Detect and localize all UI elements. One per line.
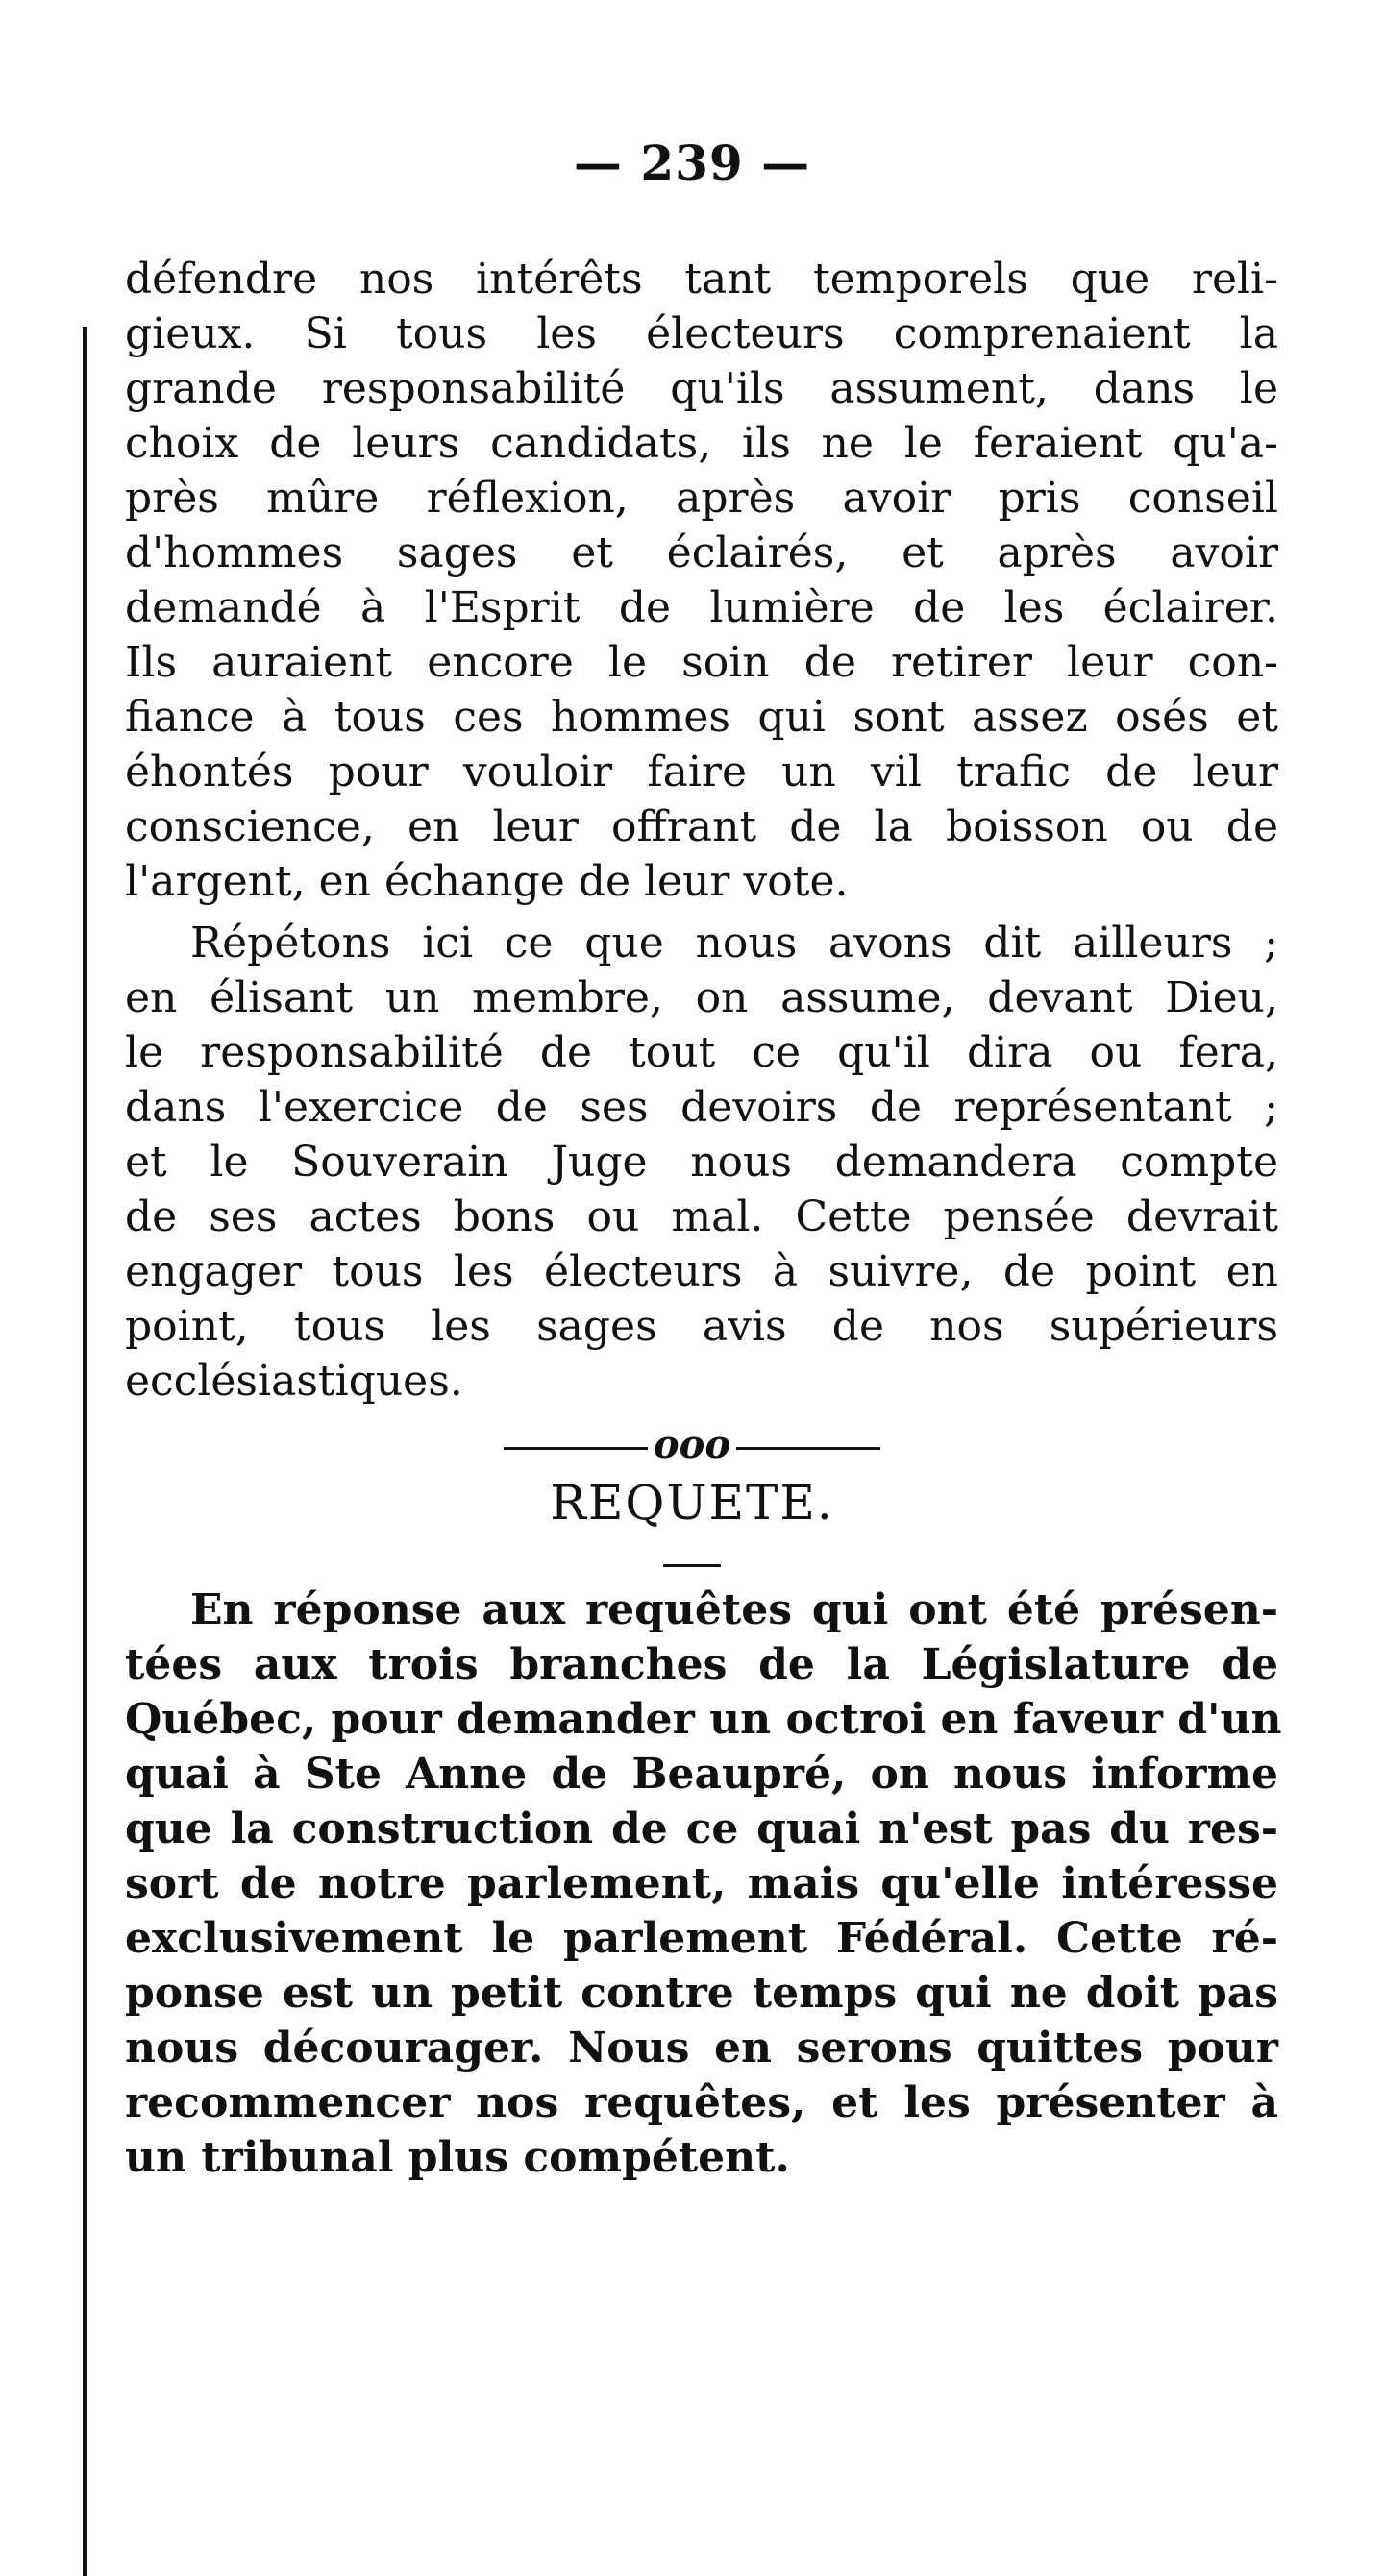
text-line: de ses actes bons ou mal. Cette pensée devrait <box>125 1192 1278 1241</box>
text-line: point, tous les sages avis de nos supérieurs <box>125 1302 1278 1351</box>
text-line: Ils auraient encore le soin de retirer leur con- <box>125 638 1278 687</box>
page-number: — 239 — <box>573 135 811 191</box>
text-line: grande responsabilité qu'ils assument, dans le <box>125 364 1278 413</box>
separator-dash-left <box>504 1447 648 1450</box>
text-line: que la construction de ce quai n'est pas du res- <box>125 1804 1278 1853</box>
title-underline <box>663 1564 721 1567</box>
text-line: défendre nos intérêts tant temporels que reli- <box>125 255 1278 304</box>
text-line: En réponse aux requêtes qui ont été présen- <box>190 1585 1278 1634</box>
separator-ornament: ooo <box>653 1422 731 1467</box>
text-line: quai à Ste Anne de Beaupré, on nous informe <box>125 1750 1278 1799</box>
separator-dash-right <box>736 1447 880 1450</box>
text-line: un tribunal plus compétent. <box>125 2133 790 2182</box>
text-line: nous décourager. Nous en serons quittes pour <box>125 2024 1278 2073</box>
text-line: dans l'exercice de ses devoirs de représentant ; <box>125 1083 1278 1132</box>
text-line: recommencer nos requêtes, et les présenter à <box>125 2078 1278 2127</box>
text-line: en élisant un membre, on assume, devant Dieu, <box>125 973 1278 1022</box>
text-line: choix de leurs candidats, ils ne le feraient qu'a- <box>125 419 1278 468</box>
text-line: Québec, pour demander un octroi en faveur d'un <box>125 1695 1282 1744</box>
section-separator <box>0 1422 1384 1467</box>
text-line: fiance à tous ces hommes qui sont assez osés et <box>125 693 1278 742</box>
text-line: ponse est un petit contre temps qui ne doit pas <box>125 1969 1278 2018</box>
text-line: demandé à l'Esprit de lumière de les éclairer. <box>125 583 1278 632</box>
paragraph-responsibility <box>125 916 1278 1409</box>
paragraph-requete <box>125 1582 1282 2185</box>
text-line: exclusivement le parlement Fédéral. Cette ré- <box>125 1914 1278 1963</box>
text-line: le responsabilité de tout ce qu'il dira ou fera, <box>125 1028 1278 1077</box>
text-line: sort de notre parlement, mais qu'elle intéresse <box>125 1859 1278 1908</box>
text-line: engager tous les électeurs à suivre, de point en <box>125 1247 1278 1296</box>
paragraph-electors <box>125 252 1278 909</box>
section-title: REQUETE. <box>550 1475 834 1531</box>
text-line: gieux. Si tous les électeurs comprenaient la <box>125 309 1278 358</box>
text-line: et le Souverain Juge nous demandera compte <box>125 1138 1278 1187</box>
text-line: tées aux trois branches de la Législature de <box>125 1640 1278 1689</box>
text-line: près mûre réflexion, après avoir pris conseil <box>125 474 1278 523</box>
text-line: éhontés pour vouloir faire un vil trafic de leur <box>125 748 1278 797</box>
text-line: ecclésiastiques. <box>125 1357 463 1406</box>
text-line: conscience, en leur offrant de la boisson ou de <box>125 802 1278 851</box>
text-line: d'hommes sages et éclairés, et après avoir <box>125 528 1278 577</box>
text-line: l'argent, en échange de leur vote. <box>125 857 849 906</box>
text-line: Répétons ici ce que nous avons dit ailleurs ; <box>190 919 1278 968</box>
